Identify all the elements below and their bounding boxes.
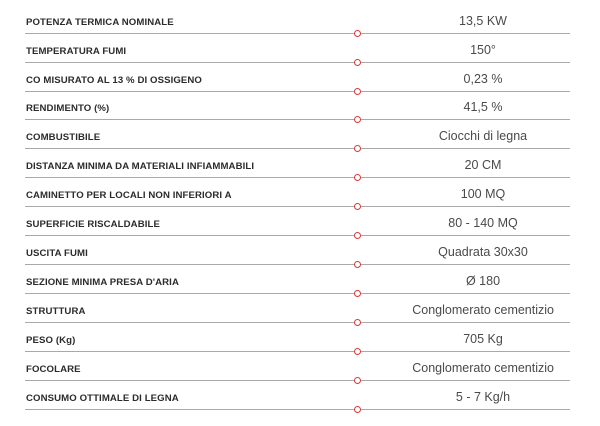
spec-value: 13,5 KW [459,14,507,28]
spec-value: Ø 180 [465,274,501,288]
spec-value: 100 MQ [460,187,506,201]
spec-label: CAMINETTO PER LOCALI NON INFERIORI A [26,190,232,201]
spec-row-struttura [0,294,600,323]
spec-value: 20 CM [464,158,502,172]
spec-label: RENDIMENTO (%) [26,103,110,114]
spec-row-combustibile [0,120,600,149]
spec-value: 705 Kg [463,332,503,346]
spec-label: CO MISURATO AL 13 % DI OSSIGENO [26,75,202,86]
spec-value: Conglomerato cementizio [412,361,554,375]
spec-row-caminetto [0,178,600,207]
spec-label: SEZIONE MINIMA PRESA D'ARIA [26,277,179,288]
spec-label: DISTANZA MINIMA DA MATERIALI INFIAMMABILI [26,161,255,172]
spec-label: TEMPERATURA FUMI [26,46,127,57]
spec-row-rendimento [0,91,600,120]
spec-label: POTENZA TERMICA NOMINALE [26,17,174,28]
spec-row-focolare [0,352,600,381]
spec-value: Quadrata 30x30 [438,245,528,259]
spec-row-consumo [0,381,600,410]
spec-value: 5 - 7 Kg/h [455,390,511,404]
spec-label: PESO (Kg) [26,335,76,346]
spec-value: Ciocchi di legna [438,129,528,143]
spec-label: STRUTTURA [26,306,86,317]
spec-label: COMBUSTIBILE [26,132,101,143]
spec-label: FOCOLARE [26,364,81,375]
spec-value: 0,23 % [463,72,503,86]
spec-label: SUPERFICIE RISCALDABILE [26,219,160,230]
row-divider [25,409,570,410]
spec-row-temperatura [0,34,600,63]
spec-row-sezione [0,265,600,294]
spec-row-co [0,63,600,92]
spec-row-distanza [0,149,600,178]
spec-value: 41,5 % [463,100,503,114]
spec-value: 80 - 140 MQ [448,216,518,230]
spec-row-potenza [0,5,600,34]
spec-row-superficie [0,207,600,236]
spec-label: CONSUMO OTTIMALE DI LEGNA [26,393,179,404]
spec-label: USCITA FUMI [26,248,88,259]
spec-row-peso [0,323,600,352]
circle-marker-icon [354,406,361,413]
spec-value: 150° [470,43,496,57]
spec-value: Conglomerato cementizio [412,303,554,317]
spec-row-uscita-fumi [0,236,600,265]
